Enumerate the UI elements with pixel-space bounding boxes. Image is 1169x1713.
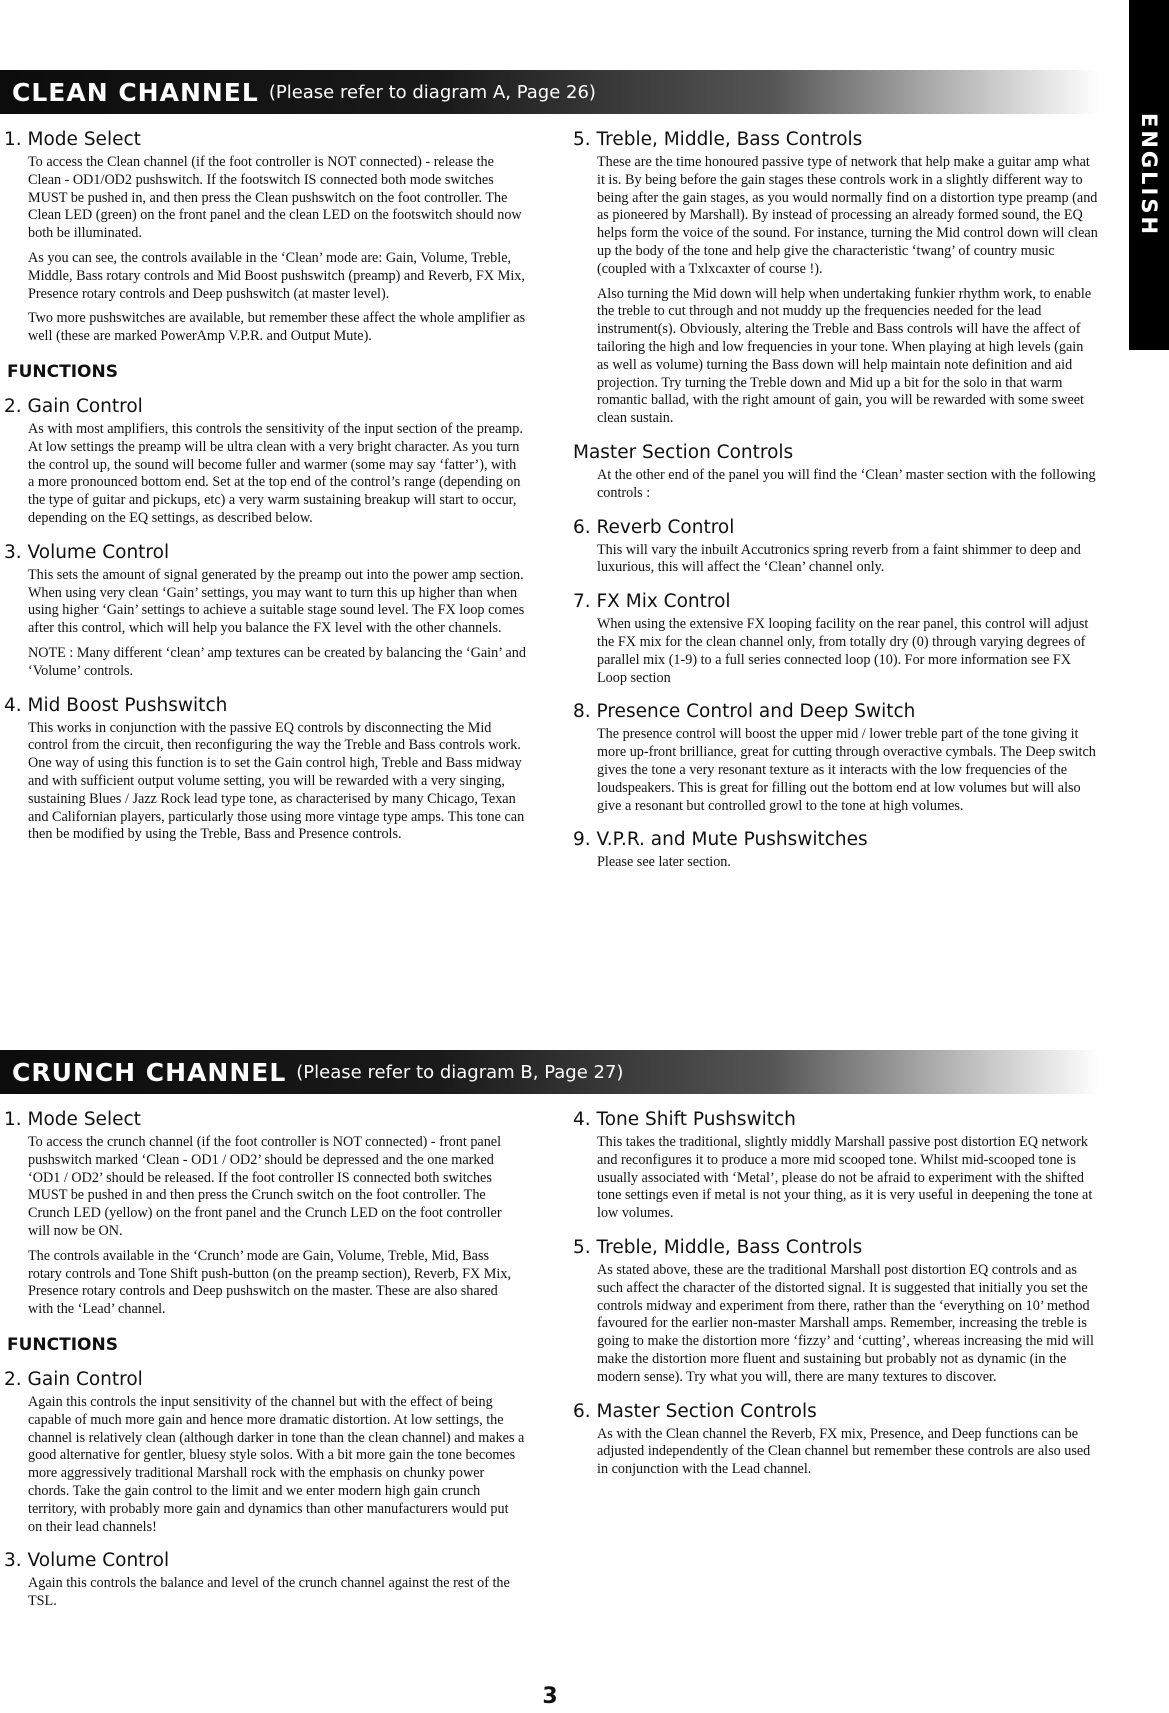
crunch-channel-title: CRUNCH CHANNEL	[12, 1057, 287, 1087]
clean-channel-banner	[0, 70, 1100, 114]
clean-right-column	[573, 129, 1098, 879]
section-heading: 8. Presence Control and Deep Switch	[573, 701, 916, 723]
paragraph: These are the time honoured passive type of network that help make a guitar amp what it is. By being before the gain stages these controls work in a slightly different way to being after the gain stages, as you would normally find on a distortion type preamp (and as pioneered by Marshall). By instead of processing an already formed sound, the EQ helps form the voice of the sound. For instance, turning the Mid control down will clean up the body of the tone and help give the characteristic ‘twang’ of country music (coupled with a Txlxcaxter of course !).	[597, 154, 1098, 277]
paragraph: The presence control will boost the upper mid / lower treble part of the tone giving it more up-front brilliance, great for cutting through overactive cymbals. The Deep switch gives the tone a very resonant texture as it interacts with the low frequencies of the loudspeakers. This is great for filling out the bottom end at low volumes but will also give a resonant but controlled growl to the tone at high volumes.	[597, 726, 1096, 814]
paragraph: As with the Clean channel the Reverb, FX mix, Presence, and Deep functions can be adjusted independently of the Clean channel but remember these controls are also used in conjunction with the Lead channel.	[597, 1425, 1091, 1478]
functions-label: FUNCTIONS	[7, 361, 118, 382]
section-heading: Master Section Controls	[573, 441, 794, 463]
paragraph: At the other end of the panel you will find the ‘Clean’ master section with the following controls :	[597, 466, 1096, 501]
section-heading: 5. Treble, Middle, Bass Controls	[573, 1236, 863, 1258]
crunch-right-column	[573, 1109, 1098, 1486]
clean-left-column	[4, 129, 526, 851]
functions-label: FUNCTIONS	[7, 1334, 118, 1355]
paragraph: Again this controls the balance and level of the crunch channel against the rest of the TSL.	[28, 1575, 510, 1610]
paragraph: NOTE : Many different ‘clean’ amp textures can be created by balancing the ‘Gain’ and ‘Volume’ controls.	[28, 644, 526, 679]
section-heading: 9. V.P.R. and Mute Pushswitches	[573, 829, 868, 851]
section-heading: 5. Treble, Middle, Bass Controls	[573, 129, 863, 150]
section-heading: 1. Mode Select	[4, 129, 141, 150]
paragraph: To access the Clean channel (if the foot controller is NOT connected) - release the Clean - OD1/OD2 pushswitch. If the footswitch IS connected both mode switches MUST be pushed in, and then press the Clean pushswitch on the foot controller. The Clean LED (green) on the front panel and the clean LED on the footswitch should now both be illuminated.	[28, 154, 522, 242]
crunch-channel-banner	[0, 1050, 1100, 1094]
paragraph: Again this controls the input sensitivity of the channel but with the effect of being capable of much more gain and hence more dramatic distortion. At low settings, the channel is relatively clean (although darker in tone than the clean channel) and makes a good alternative for gentler, bluesy style solos. With a bit more gain the tone becomes more aggressively traditional Marshall rock with the emphasis on chunky power chords. Take the gain control to the limit and we enter modern high gain crunch territory, with probably more gain and dynamics than other manufacturers would put on their lead channels!	[28, 1393, 525, 1535]
section-heading: 4. Mid Boost Pushswitch	[4, 694, 228, 716]
paragraph: This takes the traditional, slightly middly Marshall passive post distortion EQ network and reconfigures it to produce a more mid scooped tone. Whilst mid-scooped tone is usually associated with ‘Metal’, please do not be afraid to experiment with the shifted tone settings even if metal is not your thing, as it is very useful in deepening the tone at low volumes.	[597, 1134, 1093, 1222]
section-heading: 1. Mode Select	[4, 1109, 141, 1130]
crunch-channel-ref: (Please refer to diagram B, Page 27)	[296, 1061, 624, 1083]
crunch-left-column	[4, 1109, 526, 1618]
paragraph: As stated above, these are the traditional Marshall post distortion EQ controls and as such affect the character of the distorted signal. It is suggested that initially you set the controls midway and experiment from there, rather than the ‘everything on 10’ method favoured for the earlier non-master Marshall amps. Remember, increasing the treble is going to make the distortion more ‘fizzy’ and ‘cutting’, whereas increasing the mid will make the distortion more fluent and sustaining but probably not as dynamic (in the modern sense). Try what you will, there are many textures to discover.	[597, 1261, 1094, 1385]
page-number: 3	[542, 1684, 558, 1709]
language-tab	[1129, 0, 1169, 350]
paragraph: When using the extensive FX looping facility on the rear panel, this control will adjust the FX mix for the clean channel only, from totally dry (0) through varying degrees of parallel mix (1-9) to a full series connected loop (10). For more information see FX Loop section	[597, 616, 1089, 686]
clean-channel-ref: (Please refer to diagram A, Page 26)	[268, 81, 596, 103]
section-heading: 2. Gain Control	[4, 395, 143, 417]
section-heading: 2. Gain Control	[4, 1368, 143, 1390]
paragraph: Also turning the Mid down will help when undertaking funkier rhythm work, to enable the treble to cut through and not muddy up the frequencies needed for the lead instrument(s). Obviously, altering the Treble and Bass controls will have the affect of tailoring the high and low frequencies in your tone. When playing at high levels (gain as well as volume) turning the Bass down will help maintain note definition and aid projection. Try turning the Treble down and Mid up a bit for the solo in that warm romantic ballad, with the right amount of gain, you will be rewarded with some sweet clean sustain.	[597, 285, 1092, 427]
clean-channel-title: CLEAN CHANNEL	[12, 77, 259, 107]
paragraph: The controls available in the ‘Crunch’ mode are Gain, Volume, Treble, Mid, Bass rotary controls and Tone Shift push-button (on the preamp section), Reverb, FX Mix, Presence rotary controls and Deep pushswitch on the master. These are also shared with the ‘Lead’ channel.	[28, 1247, 512, 1318]
section-heading: 3. Volume Control	[4, 541, 170, 563]
paragraph: This will vary the inbuilt Accutronics spring reverb from a faint shimmer to deep and luxurious, this will affect the ‘Clean’ channel only.	[597, 541, 1081, 576]
language-tab-label: ENGLISH	[1137, 112, 1161, 238]
paragraph: To access the crunch channel (if the foot controller is NOT connected) - front panel pushswitch marked ‘Clean - OD1 / OD2’ should be depressed and the one marked ‘OD1 / OD2’ should be released. If the foot controller IS connected both switches MUST be pushed in and then press the Crunch switch on the foot controller. The Crunch LED (yellow) on the front panel and the Crunch LED on the foot controller will now be ON.	[28, 1134, 502, 1239]
paragraph: As with most amplifiers, this controls the sensitivity of the input section of the preamp. At low settings the preamp will be ultra clean with a very bright character. As you turn the control up, the sound will become fuller and warmer (some may say ‘fatter’), with a more pronounced bottom end. Set at the top end of the control’s range (depending on the type of guitar and pickups, etc) a very warm sustaining breakup will start to occur, depending on the EQ settings, as described below.	[28, 420, 523, 526]
section-heading: 7. FX Mix Control	[573, 591, 731, 613]
paragraph: As you can see, the controls available in the ‘Clean’ mode are: Gain, Volume, Treble, Middle, Bass rotary controls and Mid Boost pushswitch (preamp) and Reverb, FX Mix, Presence rotary controls and Deep pushswitch (at master level).	[28, 249, 525, 302]
paragraph: Please see later section.	[597, 854, 731, 871]
section-heading: 4. Tone Shift Pushswitch	[573, 1109, 796, 1130]
section-heading: 6. Reverb Control	[573, 516, 735, 538]
section-heading: 3. Volume Control	[4, 1550, 170, 1572]
paragraph: Two more pushswitches are available, but remember these affect the whole amplifier as well (these are marked PowerAmp V.P.R. and Output Mute).	[28, 310, 526, 345]
paragraph: This sets the amount of signal generated by the preamp out into the power amp section. When using very clean ‘Gain’ settings, you may want to turn this up higher than when using higher ‘Gain’ settings to achieve a suitable stage sound level. The FX loop comes after this control, which will help you balance the FX level with the other channels.	[28, 566, 525, 637]
section-heading: 6. Master Section Controls	[573, 1400, 817, 1422]
paragraph: This works in conjunction with the passive EQ controls by disconnecting the Mid control from the circuit, then reconfiguring the way the Treble and Bass controls work. One way of using this function is to set the Gain control high, Treble and Bass midway and with sufficient output volume setting, you will be rewarded with a very singing, sustaining Blues / Jazz Rock lead type tone, as characterised by many Chicago, Texan and Californian players, particularly those using more vintage type amps. This tone can then be modified by using the Treble, Bass and Presence controls.	[28, 719, 525, 843]
